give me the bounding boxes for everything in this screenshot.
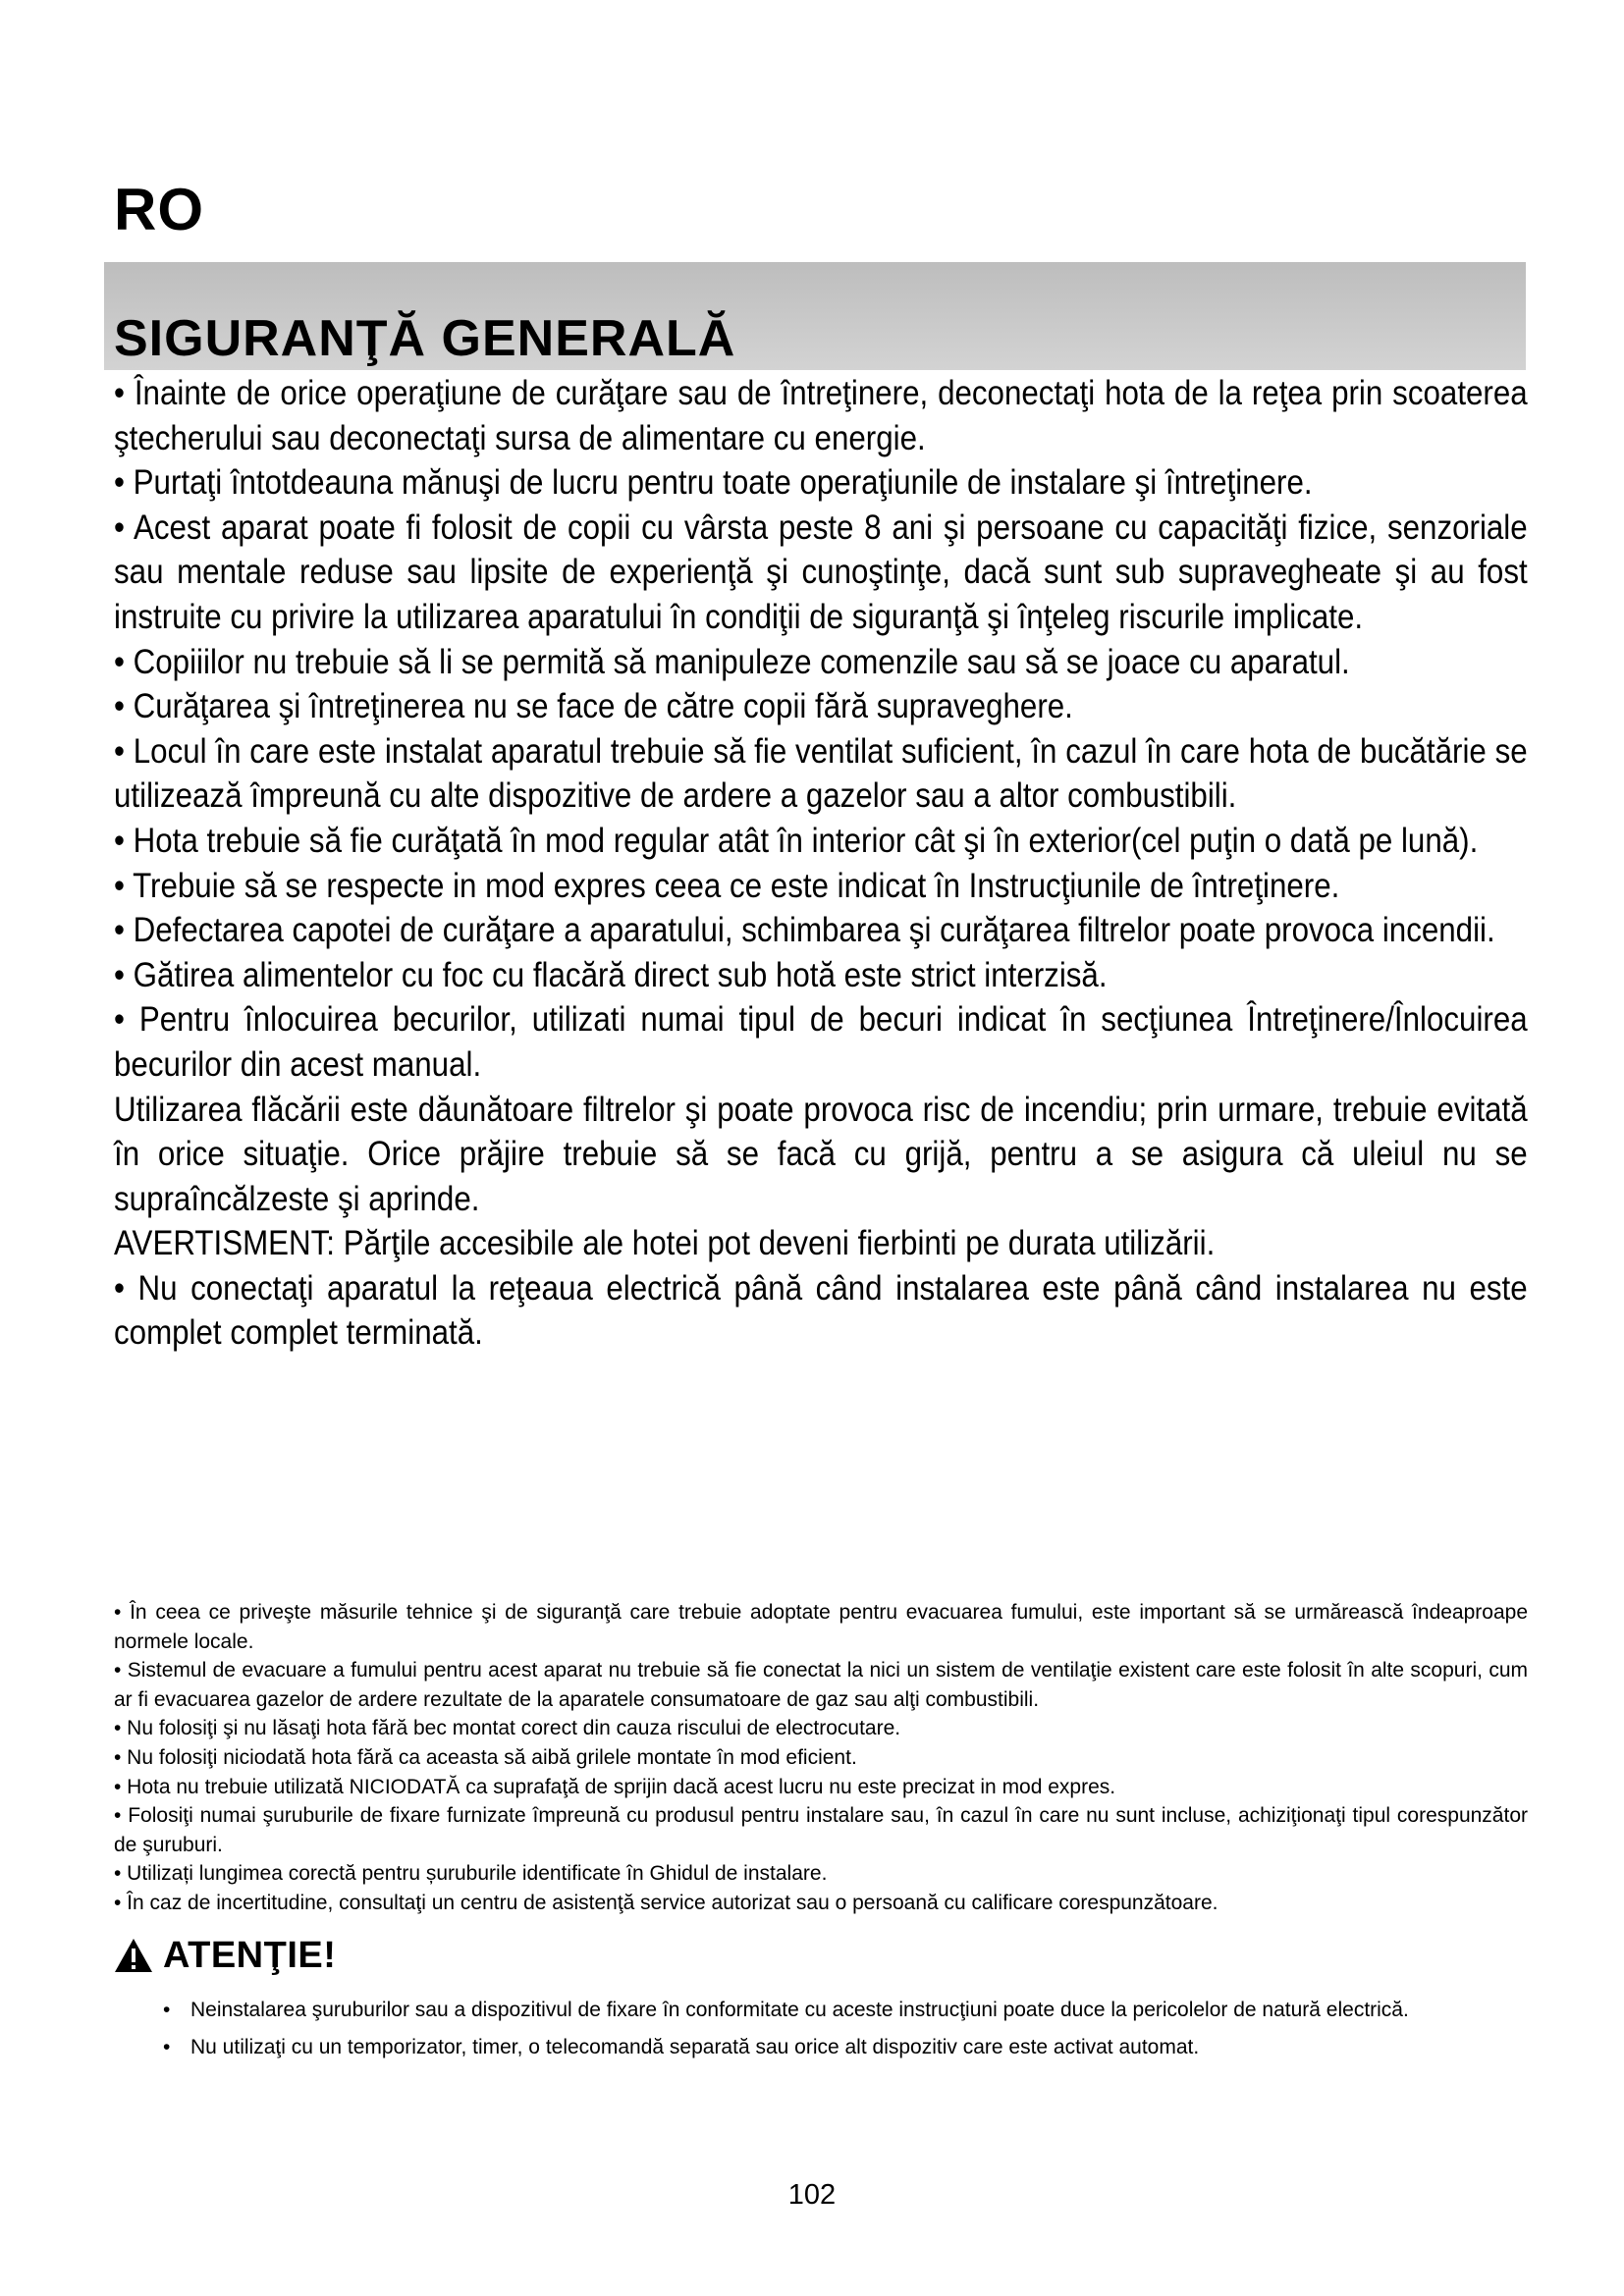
- atentie-title: ATENŢIE!: [163, 1935, 337, 1976]
- small-paragraph: • Sistemul de evacuare a fumului pentru acest aparat nu trebuie să fie conectat la nici un sistem de ventilaţie existent care este folosit în alte scopuri, cum ar fi evacuarea gazelor de ardere rezultate de la aparatele consumatoare de gaz sau alţi combustibili.: [114, 1659, 1528, 1711]
- main-safety-text: [114, 371, 1528, 1356]
- lang-code: RO: [114, 177, 204, 242]
- safety-paragraph: • Hota trebuie să fie curăţată în mod regular atât în interior cât şi în exterior(cel puţin o dată pe lună).: [114, 820, 1479, 860]
- small-safety-text: [114, 1598, 1528, 1918]
- small-paragraph: • Nu folosiţi şi nu lăsaţi hota fără bec montat corect din cauza riscului de electrocutare.: [114, 1717, 901, 1740]
- safety-paragraph: Utilizarea flăcării este dăunătoare filtrelor şi poate provoca risc de incendiu; prin urmare, trebuie evitată în orice situaţie. Orice prăjire trebuie să se facă cu grijă, pentru a se asigura că uleiul nu se supraîncălzeste şi aprinde.: [114, 1089, 1528, 1218]
- section-title: SIGURANŢĂ GENERALĂ: [114, 310, 736, 367]
- safety-paragraph: • Pentru înlocuirea becurilor, utilizati numai tipul de becuri indicat în secţiunea Întreţinere/Înlocuirea becurilor din acest manual.: [114, 999, 1528, 1084]
- warning-triangle-icon: [114, 1938, 153, 1973]
- safety-paragraph: • Gătirea alimentelor cu foc cu flacără direct sub hotă este strict interzisă.: [114, 954, 1108, 994]
- safety-paragraph: • Trebuie să se respecte in mod expres ceea ce este indicat în Instrucţiunile de întreţinere.: [114, 865, 1340, 905]
- safety-paragraph: • Nu conectaţi aparatul la reţeaua electrică până când instalarea este până când instalarea nu este complet complet terminată.: [114, 1267, 1528, 1353]
- safety-paragraph: • Curăţarea şi întreţinerea nu se face de către copii fără supraveghere.: [114, 686, 1073, 726]
- small-paragraph: • Hota nu trebuie utilizată NICIODATĂ ca suprafaţă de sprijin dacă acest lucru nu este precizat in mod expres.: [114, 1775, 1116, 1798]
- atentie-list: [157, 1996, 1526, 2070]
- safety-paragraph: • Înainte de orice operaţiune de curăţare sau de întreţinere, deconectaţi hota de la reţea prin scoaterea ştecherului sau deconectaţi sursa de alimentare cu energie.: [114, 373, 1528, 457]
- atentie-item: • Nu utilizaţi cu un temporizator, timer, o telecomandă separată sau orice alt dispozitiv care este activat automat.: [157, 2033, 1526, 2062]
- atentie-item: • Neinstalarea şuruburilor sau a dispozitivul de fixare în conformitate cu aceste instrucţiuni poate duce la pericolelor de natură electrică.: [157, 1996, 1526, 2025]
- warning-paragraph: AVERTISMENT: Părţile accesibile ale hotei pot deveni fierbinti pe durata utilizării.: [114, 1223, 1216, 1263]
- small-paragraph: • Folosiţi numai şuruburile de fixare furnizate împreună cu produsul pentru instalare sau, în cazul în care nu sunt incluse, achiziţionaţi tipul corespunzător de şuruburi.: [114, 1804, 1528, 1856]
- small-paragraph: • Nu folosiţi niciodată hota fără ca aceasta să aibă grilele montate în mod eficient.: [114, 1745, 857, 1769]
- atentie-heading: [114, 1937, 336, 1974]
- safety-paragraph: • Purtaţi întotdeauna mănuşi de lucru pentru toate operaţiunile de instalare şi întreţinere.: [114, 462, 1313, 503]
- safety-paragraph: • Locul în care este instalat aparatul trebuie să fie ventilat suficient, în cazul în care hota de bucătărie se utilizează împreună cu alte dispozitive de ardere a gazelor sau a altor combustibili.: [114, 730, 1528, 816]
- page-number: 102: [787, 2179, 837, 2211]
- safety-paragraph: • Acest aparat poate fi folosit de copii cu vârsta peste 8 ani şi persoane cu capacităţi fizice, senzoriale sau mentale reduse sau lipsite de experienţă şi cunoştinţe, dacă sunt sub supravegheate şi au fost instruite cu privire la utilizarea aparatului în condiţii de siguranţă şi înţeleg riscurile implicate.: [114, 507, 1528, 636]
- small-paragraph: • În caz de incertitudine, consultaţi un centru de asistenţă service autorizat sau o persoană cu calificare corespunzătoare.: [114, 1891, 1218, 1914]
- safety-paragraph: • Copiiilor nu trebuie să li se permită să manipuleze comenzile sau să se joace cu aparatul.: [114, 641, 1350, 681]
- small-paragraph: • Utilizați lungimea corectă pentru șuruburile identificate în Ghidul de instalare.: [114, 1862, 828, 1886]
- safety-paragraph: • Defectarea capotei de curăţare a aparatului, schimbarea şi curăţarea filtrelor poate provoca incendii.: [114, 910, 1495, 950]
- small-paragraph: • În ceea ce priveşte măsurile tehnice şi de siguranţă care trebuie adoptate pentru evacuarea fumului, este important să se urmărească îndeaproape normele locale.: [114, 1601, 1528, 1653]
- section-title-band: [104, 262, 1526, 370]
